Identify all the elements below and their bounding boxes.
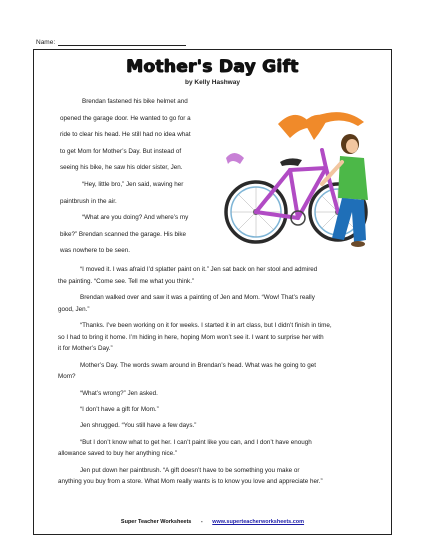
story-line: “What’s wrong?” Jen asked. [80, 389, 158, 397]
story-line: “I don’t have a gift for Mom.” [80, 406, 159, 413]
footer [0, 519, 425, 525]
story-line: “What are you doing? And where’s my [82, 214, 189, 222]
story-line: it for Mother’s Day.” [58, 345, 113, 353]
story-line: was nowhere to be seen. [60, 247, 131, 255]
name-field [36, 38, 186, 46]
story-line: bike?” Brendan scanned the garage. His bike [60, 230, 187, 238]
name-blank-line[interactable] [58, 38, 186, 46]
story-line: allowance saved to buy her anything nice.” [58, 450, 178, 458]
story-line: opened the garage door. He wanted to go for a [60, 114, 191, 122]
story-line: good, Jen.” [58, 305, 90, 313]
story-line: so I had to bring it home. I’m hiding in here, hoping Mom won’t see it. I want to surprise her with [58, 333, 324, 341]
story-line: Jen put down her paintbrush. “A gift doesn’t have to be something you make or [80, 466, 300, 474]
bike-painting-illustration [218, 100, 368, 260]
story-line: Mother’s Day. The words swam around in Brendan’s head. What was he going to get [80, 361, 317, 369]
story-line: anything you buy from a store. What Mom really wants is to know you love and appreciate her.” [58, 478, 323, 486]
story-line: Brendan fastened his bike helmet and [82, 98, 188, 105]
story-line: “But I don’t know what to get her. I can’t paint like you can, and I don’t have enough [80, 438, 312, 446]
story-line: the painting. “Come see. Tell me what you think.” [58, 277, 195, 285]
story-line: Brendan walked over and saw it was a painting of Jen and Mom. “Wow! That’s really [80, 294, 315, 301]
story-line: paintbrush in the air. [60, 197, 117, 205]
story-line: “Hey, little bro,” Jen said, waving her [82, 181, 184, 188]
footer-brand: Super Teacher Worksheets [120, 519, 192, 525]
story-line: “Thanks. I’ve been working on it for weeks. I started it in art class, but I didn’t finish in time, [80, 322, 332, 329]
footer-url-link[interactable]: www.superteacherworksheets.com [212, 519, 305, 525]
story-title: Mother's Day Gift [126, 57, 299, 77]
name-label: Name: [36, 39, 56, 46]
story-line: to get Mom for Mother’s Day. But instead of [60, 147, 182, 155]
story-line: Mom? [58, 373, 76, 381]
story-line: ride to clear his head. He still had no idea what [60, 131, 191, 139]
story-author: by Kelly Hashway [185, 79, 240, 86]
story-line: Jen shrugged. “You still have a few days.” [80, 422, 197, 430]
story-line: seeing his bike, he saw his older sister, Jen. [60, 164, 183, 172]
story-line: “I moved it. I was afraid I’d splatter paint on it.” Jen sat back on her stool and admired [80, 266, 318, 273]
footer-separator: - [200, 519, 203, 525]
